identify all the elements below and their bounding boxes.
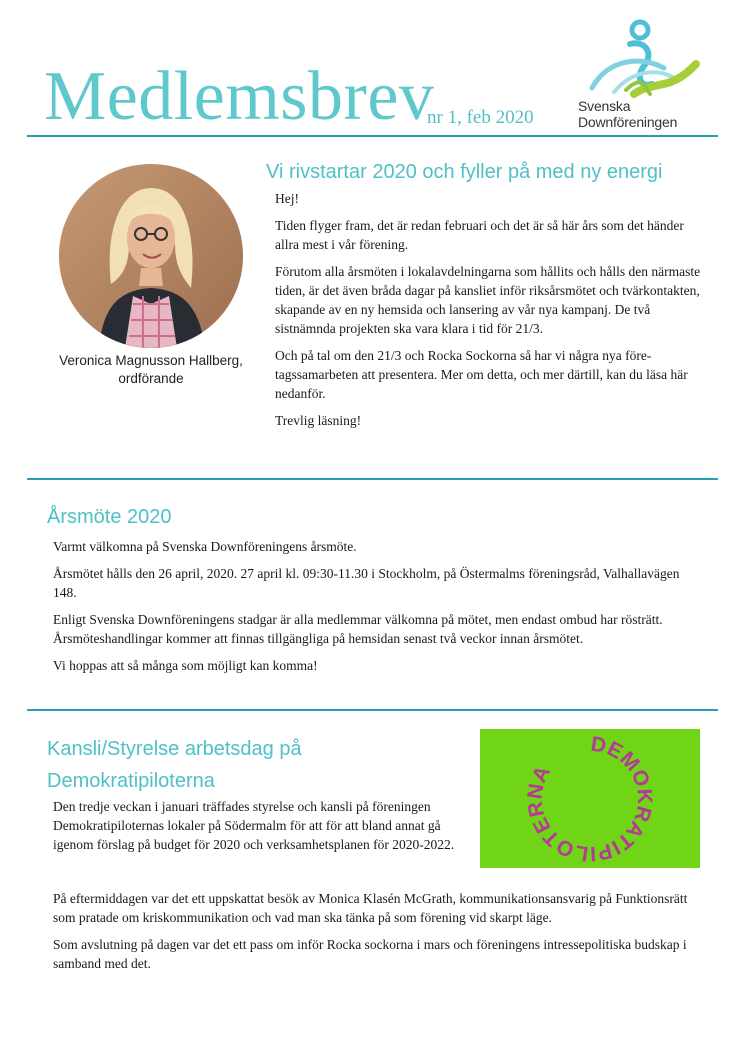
logo-wordmark (578, 98, 677, 130)
divider (27, 478, 718, 480)
arsmote-paragraph: Varmt välkomna på Svenska Downföreningens årsmöte. (53, 539, 357, 554)
divider (27, 709, 718, 711)
issue-number: nr 1, feb 2020 (427, 107, 534, 128)
svg-text:DEMOKRATIPILOTERNA (524, 733, 657, 866)
kansli-heading (47, 733, 302, 797)
kansli-heading-line-2: Demokratipiloterna (47, 770, 215, 792)
intro-paragraph: Tiden flyger fram, det är redan februari och det är så här års som det händer allra mest i vår förening. (275, 218, 684, 252)
intro-body (275, 189, 707, 438)
logo-line-1: Svenska (578, 98, 631, 114)
logo-line-2: Downföreningen (578, 114, 678, 130)
arsmote-paragraph: Vi hoppas att så många som möjligt kan komma! (53, 658, 318, 673)
caption-name: Veronica Magnusson Hallberg, (59, 353, 243, 368)
intro-paragraph: Trevlig läsning! (275, 413, 362, 428)
chairperson-photo (59, 164, 243, 348)
arsmote-body (53, 537, 703, 683)
newsletter-title: Medlemsbrev (44, 58, 435, 135)
demokratipiloterna-logo (480, 729, 700, 868)
circular-text-logo-icon (480, 729, 700, 868)
divider (27, 135, 718, 137)
caption-role: ordförande (118, 371, 184, 386)
intro-paragraph: Och på tal om den 21/3 och Rocka Sockorna så har vi några nya företagssamarbeten att presentera. Mer om detta, och mer därtill, kan du läsa här nedanför. (275, 348, 688, 401)
kansli-heading-line-1: Kansli/Styrelse arbetsdag på (47, 738, 302, 760)
intro-paragraph: Förutom alla årsmöten i lokalavdelningarna som hållits och hålls den närmaste tiden, är det även bråda dagar på kansliet inför riksårsmötet och tvärkontakten, skapande av en ny hemsida och lansering av vår nya kampanj. De två sistnämnda projekten ska vara klara i tid för 21/3. (275, 264, 701, 336)
arsmote-paragraph: Enligt Svenska Downföreningens stadgar är alla medlemmar välkomna på mötet, men endast ombud har rösträtt. Årsmöteshandlingar kommer att finnas tillgängliga på hemsidan senast två veckor innan årsmötet. (53, 612, 663, 646)
intro-heading: Vi rivstartar 2020 och fyller på med ny energi (266, 161, 663, 183)
intro-paragraph: Hej! (275, 191, 299, 206)
kansli-body-bottom (53, 889, 703, 981)
photo-caption (48, 352, 254, 388)
kansli-paragraph: På eftermiddagen var det ett uppskattat besök av Monica Klasén McGrath, kommunikationsansvarig på Funktionsrätt som pratade om kriskommunikation och vad man ska tänka på som förening vid skarpt läge. (53, 891, 688, 925)
portrait-image (59, 164, 243, 348)
kansli-paragraph: Som avslutning på dagen var det ett pass om inför Rocka sockorna i mars och föreningens intressepolitiska budskap i samband med det. (53, 937, 687, 971)
arsmote-heading: Årsmöte 2020 (47, 506, 172, 528)
arsmote-paragraph: Årsmötet hålls den 26 april, 2020. 27 april kl. 09:30-11.30 i Stockholm, på Östermalms föreningsråd, Valhallavägen 148. (53, 566, 680, 600)
kansli-paragraph: Den tredje veckan i januari träffades styrelse och kansli på föreningen Demokratipiloternas lokaler på Södermalm för att för att bland annat gå igenom förslag på budget för 2020 och verksamhetsplanen för 2020-2022. (53, 799, 455, 852)
kansli-body-top (53, 797, 473, 862)
logo-circular-text: DEMOKRATIPILOTERNA (523, 732, 657, 866)
